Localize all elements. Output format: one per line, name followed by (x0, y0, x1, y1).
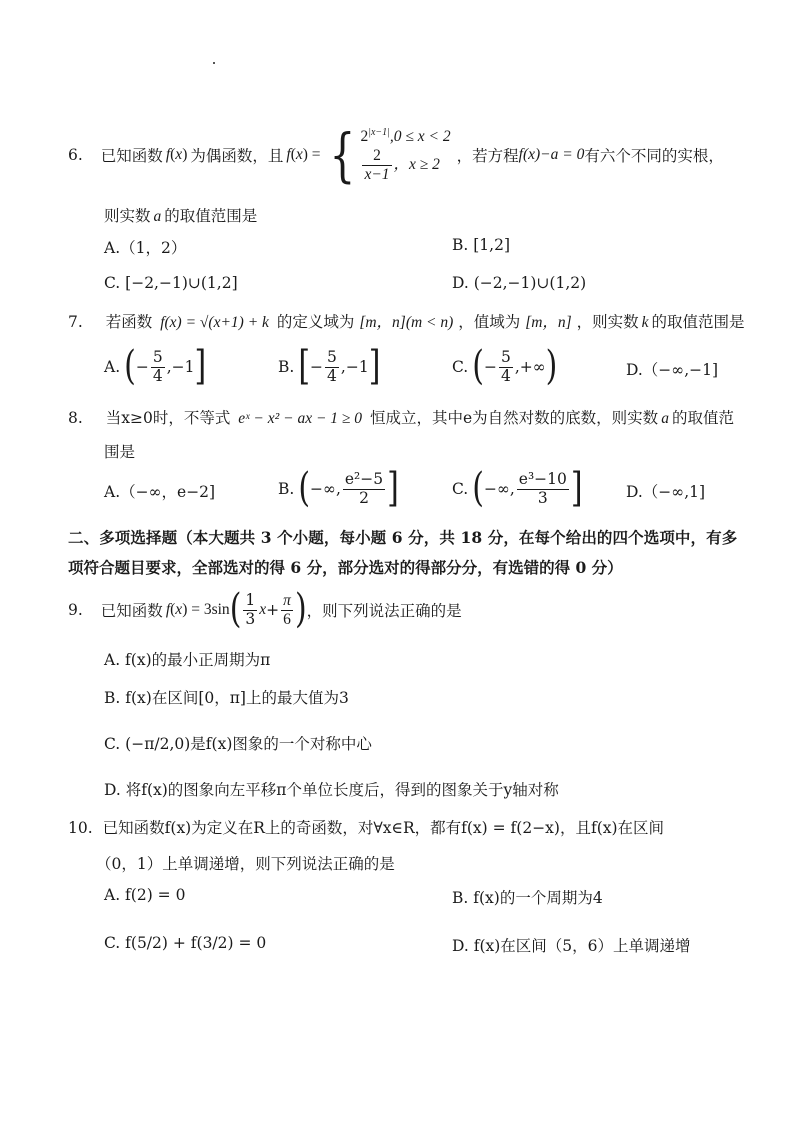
q8-stem-line2: 围是 (104, 443, 136, 461)
q7-option-a[interactable]: A. ( − $\frac{5}{4}$ ,−1 ] (104, 342, 207, 390)
q6-number: 6. (68, 146, 83, 164)
q6-option-a[interactable]: A.（1，2） (104, 239, 187, 257)
section2-heading-line2: 项符合题目要求，全部选对的得 6 分，部分选对的得部分分，有选错的得 0 分） (68, 558, 623, 577)
q6-piecewise: $2^{|x-1|},0 \le x < 2$ $\frac{2}{x-1}$ ，x ≥ 2 (360, 127, 451, 184)
q8-option-c[interactable]: C. ( −∞, $\frac{\text{e³−10}}{3}$ ] (452, 464, 583, 512)
stray-mark (213, 62, 215, 64)
q6-stem-line2: 则实数 a 的取值范围是 (104, 207, 258, 225)
q10-option-a[interactable]: A. f(2) = 0 (104, 886, 186, 904)
q7-option-b[interactable]: B. [ − $\frac{5}{4}$ ,−1 ] (278, 342, 381, 390)
q8-option-a[interactable]: A.（−∞，e−2] (104, 483, 216, 501)
q9-option-b[interactable]: B. f(x)在区间[0，π]上的最大值为3 (104, 689, 349, 707)
q6-option-d[interactable]: D. (−2,−1)∪(1,2) (452, 274, 587, 292)
q10-stem-line2: （0，1）上单调递增，则下列说法正确的是 (96, 855, 395, 873)
q10-number: 10. (68, 819, 93, 837)
q8-option-d[interactable]: D.（−∞,1] (626, 483, 706, 501)
q7-option-d[interactable]: D.（−∞,−1] (626, 361, 719, 379)
q9-number: 9. (68, 601, 83, 619)
q10-option-b[interactable]: B. f(x)的一个周期为4 (452, 889, 603, 907)
q7-stem: 7. 若函数 f(x) = √(x+1) + k 的定义域为 [m，n](m < n) ，值域为 [m，n] ，则实数 k 的取值范围是 (68, 313, 745, 331)
q10-stem: 10. 已知函数f(x)为定义在R上的奇函数，对∀x∈R，都有f(x) = f(2−x)，且f(x)在区间 (68, 819, 665, 837)
q8-stem: 8. 当x≥0时，不等式 eˣ − x² − ax − 1 ≥ 0 恒成立，其中e为自然对数的底数，则实数 a 的取值范 (68, 409, 734, 427)
q6-option-c[interactable]: C. [−2,−1)∪(1,2] (104, 274, 238, 292)
q6-option-b[interactable]: B. [1,2] (452, 236, 510, 254)
q7-option-c[interactable]: C. ( − $\frac{5}{4}$ ,+∞ ) (452, 342, 558, 390)
q9-option-d[interactable]: D. 将f(x)的图象向左平移π个单位长度后，得到的图象关于y轴对称 (104, 781, 559, 799)
q10-option-c[interactable]: C. f(5/2) + f(3/2) = 0 (104, 934, 267, 952)
q7-number: 7. (68, 313, 83, 331)
q9-option-c[interactable]: C. (−π/2,0)是f(x)图象的一个对称中心 (104, 735, 372, 753)
section2-heading-line1: 二、多项选择题（本大题共 3 个小题，每小题 6 分，共 18 分，在每个给出的四个选项中，有多 (68, 528, 738, 547)
q6-stem: 6. 已知函数 f(x) 为偶函数，且 f(x) = { $2^{|x-1|},0 \le x < 2$ $\frac{2}{x-1}$ ，x ≥ 2 ，若方程 f(x)−a = 0 有六个不同的实根， (68, 121, 724, 189)
q10-option-d[interactable]: D. f(x)在区间（5，6）上单调递增 (452, 937, 691, 955)
q8-number: 8. (68, 409, 83, 427)
q9-stem: 9. 已知函数 f(x) = 3sin ( $\frac{1}{3}$ x + $\frac{\pi}{6}$ ) ，则下列说法正确的是 (68, 585, 462, 633)
q9-option-a[interactable]: A. f(x)的最小正周期为π (104, 651, 271, 669)
q8-option-b[interactable]: B. ( −∞, $\frac{\text{e²−5}}{2}$ ] (278, 464, 399, 512)
